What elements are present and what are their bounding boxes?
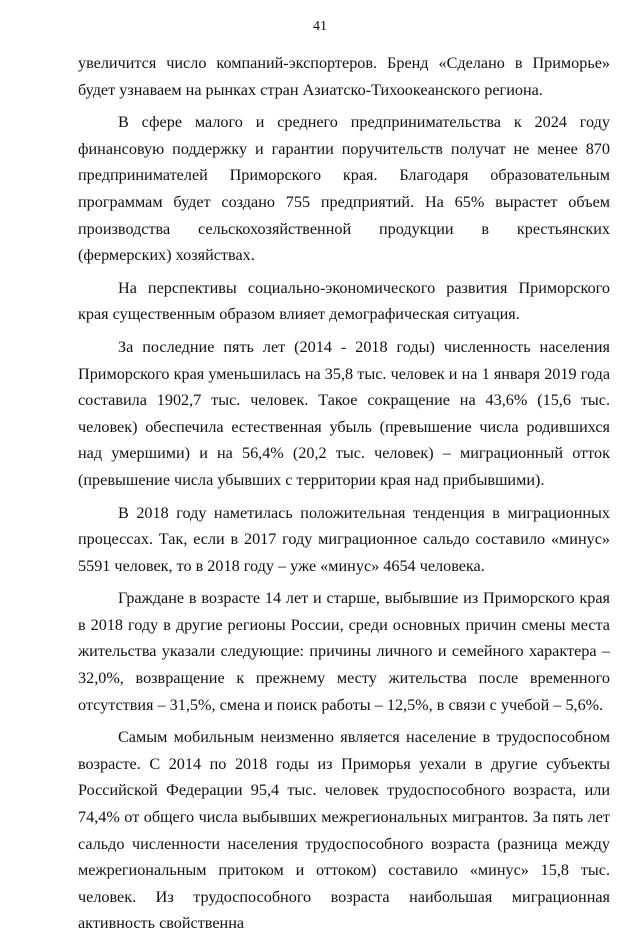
paragraph-6: Граждане в возрасте 14 лет и старше, выбывшие из Приморского края в 2018 году в другие регионы России, среди основных причин смены места жительства указали следующие: причины личного и семейного характера – 32,0%, возвращение к прежнему месту жительства после временного отсутствия – 31,5%, смена и поиск работы – 12,5%, в связи с учебой – 5,6%. [78, 589, 610, 714]
body-text [78, 50, 610, 937]
paragraph-4: За последние пять лет (2014 - 2018 годы) численность населения Приморского края уменьшилась на 35,8 тыс. человек и на 1 января 2019 года составила 1902,7 тыс. человек. Такое сокращение на 43,6% (15,6 тыс. человек) обеспечила естественная убыль (превышение числа родившихся над умершими) и на 56,4% (20,2 тыс. человек) – миграционный отток (превышение числа убывших с территории края над прибывшими). [78, 337, 610, 489]
paragraph-1: увеличится число компаний-экспортеров. Бренд «Сделано в Приморье» будет узнаваем на рынках стран Азиатско-Тихоокеанского региона. [78, 54, 610, 99]
paragraph-3: На перспективы социально-экономического развития Приморского края существенным образом влияет демографическая ситуация. [78, 278, 610, 324]
page-number: 41 [313, 19, 327, 34]
paragraph-5: В 2018 году наметилась положительная тенденция в миграционных процессах. Так, если в 2017 году миграционное сальдо составило «минус» 5591 человек, то в 2018 году – уже «минус» 4654 человека. [78, 503, 610, 575]
paragraph-7: Самым мобильным неизменно является население в трудоспособном возрасте. С 2014 по 2018 годы из Приморья уехали в другие субъекты Российской Федерации 95,4 тыс. человек трудоспособного возраста, или 74,4% от общего числа выбывших межрегиональных мигрантов. За пять лет сальдо численности населения трудоспособного возраста (разница между межрегиональным притоком и оттоком) составило «минус» 15,8 тыс. человек. Из трудоспособного возраста наибольшая миграционная активность свойственна [78, 728, 610, 933]
paragraph-2: В сфере малого и среднего предпринимательства к 2024 году финансовую поддержку и гарантии поручительств получат не менее 870 предпринимателей Приморского края. Благодаря образовательным программам будет создано 755 предприятий. На 65% вырастет объем производства сельскохозяйственной продукции в крестьянских (фермерских) хозяйствах. [78, 113, 610, 265]
